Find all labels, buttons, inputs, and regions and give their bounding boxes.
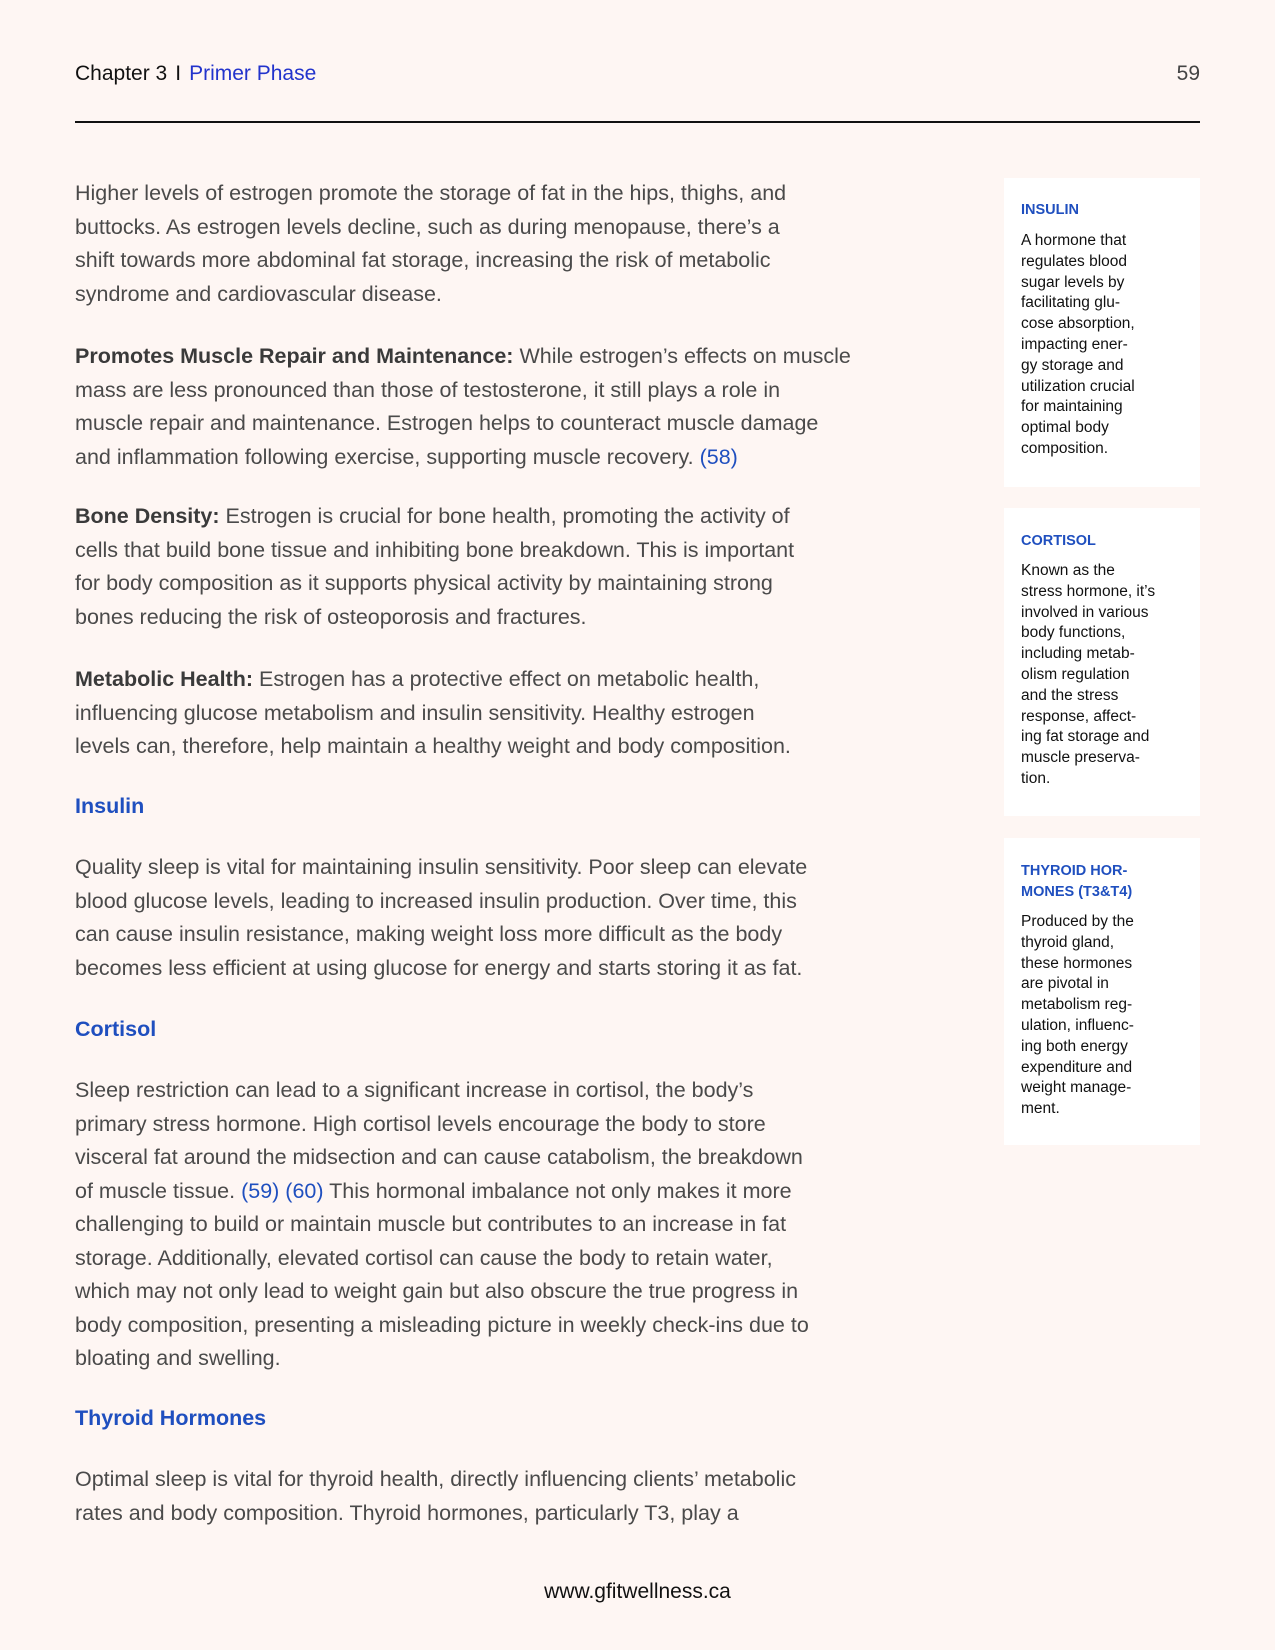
text-line — [75, 1242, 975, 1276]
text-segment: bloating and swelling. — [75, 1346, 281, 1370]
text-line — [75, 663, 975, 697]
definition-line: metabolism reg- — [1021, 996, 1133, 1014]
definition-line: ing both energy — [1021, 1037, 1128, 1055]
title-line: MONES (T3&T4) — [1021, 884, 1133, 900]
definition-line: weight manage- — [1021, 1079, 1132, 1097]
text-line — [75, 407, 975, 441]
text-line — [75, 885, 975, 919]
paragraph — [75, 177, 975, 311]
text-line — [75, 534, 975, 568]
text-line — [75, 244, 975, 278]
text-segment: shift towards more abdominal fat storage, increasing the risk of metabolic — [75, 248, 771, 272]
header-divider — [75, 121, 1200, 123]
definition-line: including metab- — [1021, 645, 1135, 663]
definition-line: ulation, influenc- — [1021, 1016, 1134, 1034]
definition-line: Produced by the — [1021, 913, 1134, 930]
text-segment: primary stress hormone. High cortisol levels encourage the body to store — [75, 1111, 766, 1136]
definition-line: and the stress — [1021, 686, 1119, 704]
text-line — [75, 441, 975, 475]
text-segment: cells that build bone tissue and inhibiting bone breakdown. This is important — [75, 537, 795, 562]
text-segment: for body composition as it supports physical activity by maintaining strong — [75, 571, 773, 595]
text-segment: blood glucose levels, leading to increased insulin production. Over time, this — [75, 888, 797, 913]
text-line — [75, 340, 975, 374]
text-line — [75, 374, 975, 408]
text-segment: While estrogen’s effects on muscle — [513, 344, 851, 368]
definition-line: expenditure and — [1021, 1058, 1133, 1076]
text-segment: Estrogen is crucial for bone health, promoting the activity of — [219, 504, 790, 528]
text-segment: challenging to build or maintain muscle but contributes to an increase in fat — [75, 1212, 787, 1236]
title-line: CORTISOL — [1021, 533, 1096, 549]
text-line — [75, 952, 975, 986]
text-segment: Optimal sleep is vital for thyroid health, directly influencing clients’ metabolic — [75, 1467, 796, 1491]
bold-lead-in: Metabolic Health: — [75, 667, 253, 691]
heading-cortisol: Cortisol — [75, 1017, 157, 1041]
text-line — [75, 918, 975, 952]
definition-line: stress hormone, it’s — [1021, 582, 1156, 600]
text-line — [75, 500, 975, 534]
definition-line: these hormones — [1021, 954, 1133, 972]
definition-line: composition. — [1021, 439, 1109, 457]
sidebar-term-title — [1021, 861, 1132, 903]
sidebar-term-title — [1021, 200, 1079, 221]
text-line — [75, 1208, 975, 1242]
text-line — [75, 851, 975, 885]
definition-line: ment. — [1021, 1100, 1060, 1118]
definition-line: sugar levels by — [1021, 273, 1125, 291]
text-segment: Estrogen has a protective effect on metabolic health, — [253, 667, 760, 691]
text-line — [75, 730, 975, 764]
text-line — [75, 1074, 975, 1108]
paragraph — [75, 851, 975, 985]
section-title: Primer Phase — [189, 62, 317, 85]
sidebar-term-definition — [1021, 912, 1134, 1120]
definition-line: response, affect- — [1021, 707, 1137, 725]
text-segment: muscle repair and maintenance. Estrogen helps to counteract muscle damage — [75, 411, 819, 435]
definition-line: gy storage and — [1021, 356, 1124, 374]
citation-link[interactable]: (59) (60) — [241, 1178, 324, 1203]
sidebar-definition-thyroid — [1004, 838, 1200, 1145]
definition-line: body functions, — [1021, 624, 1126, 642]
sidebar-term-title — [1021, 531, 1096, 552]
text-line — [75, 1342, 975, 1376]
definition-line: impacting ener- — [1021, 335, 1128, 353]
bold-lead-in: Bone Density: — [75, 504, 220, 528]
chapter-label: Chapter 3 — [75, 62, 168, 85]
title-line: THYROID HOR- — [1021, 863, 1128, 879]
text-segment: rates and body composition. Thyroid hormones, particularly T3, play a — [75, 1500, 739, 1525]
text-segment: This hormonal imbalance not only makes it more — [323, 1178, 792, 1203]
bold-lead-in: Promotes Muscle Repair and Maintenance: — [75, 344, 514, 368]
definition-line: ing fat storage and — [1021, 728, 1150, 746]
text-segment: mass are less pronounced than those of testosterone, it still plays a role in — [75, 377, 781, 402]
heading-insulin: Insulin — [75, 794, 145, 818]
text-segment: becomes less efficient at using glucose for energy and starts storing it as fat. — [75, 955, 803, 980]
footer-url: www.gfitwellness.ca — [544, 1580, 731, 1603]
text-segment: Sleep restriction can lead to a significant increase in cortisol, the body’s — [75, 1078, 754, 1102]
text-segment: visceral fat around the midsection and can cause catabolism, the breakdown — [75, 1145, 803, 1169]
sidebar-term-definition — [1021, 231, 1135, 460]
definition-line: optimal body — [1021, 419, 1109, 437]
definition-line: muscle preserva- — [1021, 749, 1140, 767]
definition-line: facilitating glu- — [1021, 294, 1121, 312]
text-segment: syndrome and cardiovascular disease. — [75, 281, 442, 306]
text-line — [75, 177, 975, 211]
text-segment: Higher levels of estrogen promote the storage of fat in the hips, thighs, and — [75, 181, 787, 205]
text-line — [75, 1108, 975, 1142]
text-segment: which may not only lead to weight gain but also obscure the true progress in — [75, 1279, 799, 1303]
definition-line: thyroid gland, — [1021, 933, 1115, 951]
text-line — [75, 1497, 975, 1531]
definition-line: involved in various — [1021, 603, 1149, 621]
definition-line: regulates blood — [1021, 252, 1127, 270]
definition-line: cose absorption, — [1021, 315, 1135, 333]
sidebar-definition-cortisol — [1004, 508, 1200, 816]
text-segment: of muscle tissue. — [75, 1178, 242, 1203]
definition-line: tion. — [1021, 769, 1051, 787]
header-separator: I — [175, 62, 182, 85]
text-line — [75, 1309, 975, 1343]
text-line — [75, 1141, 975, 1175]
text-line — [75, 1463, 975, 1497]
definition-line: A hormone that — [1021, 232, 1127, 249]
text-line — [75, 278, 975, 312]
text-segment: Quality sleep is vital for maintaining insulin sensitivity. Poor sleep can elevate — [75, 855, 808, 879]
text-line — [75, 1175, 975, 1209]
definition-line: for maintaining — [1021, 398, 1123, 416]
page-number: 59 — [1176, 62, 1200, 85]
text-segment: influencing glucose metabolism and insulin sensitivity. Healthy estrogen — [75, 700, 755, 725]
heading-thyroid-hormones: Thyroid Hormones — [75, 1406, 267, 1430]
paragraph — [75, 500, 975, 634]
paragraph — [75, 1463, 975, 1530]
sidebar-definition-insulin — [1004, 178, 1200, 487]
text-segment: can cause insulin resistance, making weight loss more difficult as the body — [75, 922, 783, 946]
text-line — [75, 1275, 975, 1309]
definition-line: utilization crucial — [1021, 377, 1135, 395]
text-segment: and inflammation following exercise, supporting muscle recovery. — [75, 444, 700, 469]
definition-line: Known as the — [1021, 562, 1115, 579]
text-line — [75, 211, 975, 245]
title-line: INSULIN — [1021, 202, 1079, 218]
text-line — [75, 697, 975, 731]
text-segment: body composition, presenting a misleading picture in weekly check-ins due to — [75, 1312, 809, 1337]
text-segment: buttocks. As estrogen levels decline, such as during menopause, there’s a — [75, 214, 780, 239]
text-segment: levels can, therefore, help maintain a healthy weight and body composition. — [75, 734, 791, 758]
definition-line: olism regulation — [1021, 665, 1130, 683]
paragraph — [75, 663, 975, 764]
sidebar-term-definition — [1021, 561, 1155, 790]
citation-link[interactable]: (58) — [699, 444, 738, 469]
running-header — [75, 62, 316, 86]
text-line — [75, 601, 975, 635]
text-segment: storage. Additionally, elevated cortisol can cause the body to retain water, — [75, 1245, 773, 1270]
paragraph — [75, 340, 975, 474]
text-line — [75, 567, 975, 601]
paragraph — [75, 1074, 975, 1376]
text-segment: bones reducing the risk of osteoporosis and fractures. — [75, 604, 587, 629]
definition-line: are pivotal in — [1021, 975, 1109, 993]
